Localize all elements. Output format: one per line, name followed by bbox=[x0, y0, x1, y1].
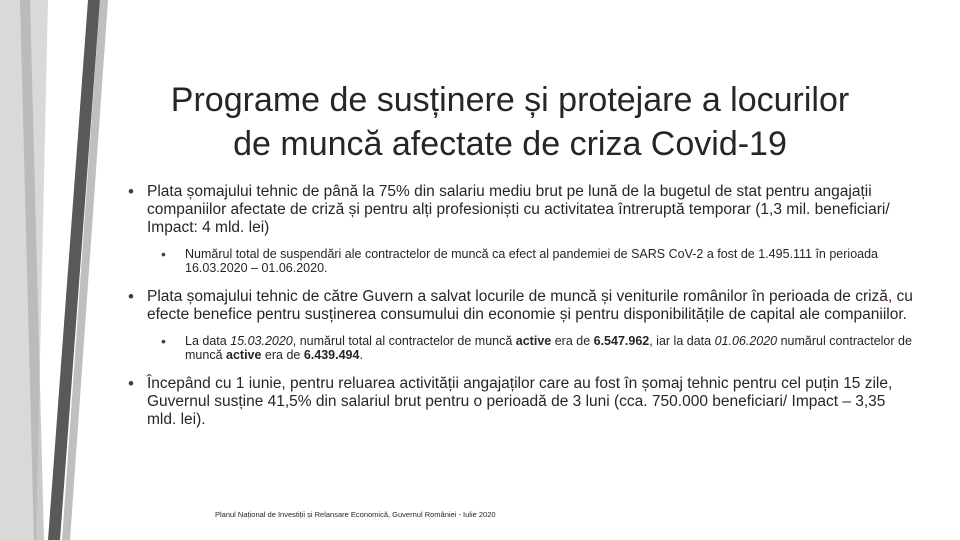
bullet-dot-icon: • bbox=[128, 287, 134, 306]
sub-text: , iar la data bbox=[649, 334, 715, 348]
sub-text: La data bbox=[185, 334, 231, 348]
bullet-item-2 bbox=[128, 288, 918, 324]
bullet-dot-icon: • bbox=[128, 374, 134, 393]
bullet-dot-icon: • bbox=[161, 333, 166, 349]
date-2: 01.06.2020 bbox=[714, 334, 778, 348]
sub-bullet-text-1: Numărul total de suspendări ale contractelor de muncă ca efect al pandemiei de SARS CoV-2 a fost de 1.495.111 în perioada 16.03.2020 – 01.06.2020. bbox=[185, 247, 879, 275]
source-footer: Planul Național de Investiții și Relansare Economică, Guvernul României - Iulie 2020 bbox=[215, 510, 496, 519]
bullet-item-1 bbox=[128, 183, 918, 237]
active-label-1: active bbox=[515, 334, 552, 348]
slide-title-line-2: de muncă afectate de criza Covid-19 bbox=[233, 125, 787, 163]
bullet-item-3 bbox=[128, 375, 918, 429]
sub-bullet-item-2 bbox=[128, 334, 918, 362]
bullet-text-2-part-1: Plata șomajului tehnic de către Guvern a salvat locurile de muncă și veniturile românilor în perioada de criză bbox=[147, 288, 888, 305]
date-1: 15.03.2020 bbox=[230, 334, 293, 348]
active-label-2: active bbox=[226, 348, 262, 362]
sub-text: era de bbox=[261, 348, 304, 362]
sub-bullet-item-1 bbox=[128, 247, 918, 275]
active-count-2: 6.439.494 bbox=[303, 348, 360, 362]
sub-text: . bbox=[359, 348, 363, 362]
sub-text: , numărul total al contractelor de muncă bbox=[292, 334, 516, 348]
bullet-text-2-part-2: cu efecte benefice pentru susținerea consumului din economie și pentru disponibilitățile de capital ale companiilor. bbox=[147, 288, 913, 323]
slide-title-line-1: Programe de susținere și protejare a locurilor bbox=[170, 81, 850, 119]
bullet-text-3: Începând cu 1 iunie, pentru reluarea activității angajaților care au fost în șomaj tehnic pentru cel puțin 15 zile, Guvernul susține 41,5% din salariul brut pentru o perioadă de 3 luni (cca. 750.000 beneficiari/ Impact – 3,35 mld. lei). bbox=[147, 375, 893, 428]
bullet-dot-icon: • bbox=[128, 182, 134, 201]
slide-title bbox=[110, 78, 910, 166]
bullet-text-2-comma: , bbox=[887, 288, 893, 305]
sub-text: era de bbox=[551, 334, 594, 348]
bullet-text-1: Plata șomajului tehnic de până la 75% din salariu mediu brut pe lună de la bugetul de stat pentru angajații companiilor afectate de criză și pentru alți profesioniști cu activitatea întreruptă temporar (1,3 mil. beneficiari/ Impact: 4 mld. lei) bbox=[147, 183, 890, 236]
bullet-dot-icon: • bbox=[161, 246, 166, 262]
active-count-1: 6.547.962 bbox=[593, 334, 650, 348]
sub-text: numărul contractelor de muncă bbox=[185, 334, 912, 362]
slide-body bbox=[128, 183, 918, 440]
